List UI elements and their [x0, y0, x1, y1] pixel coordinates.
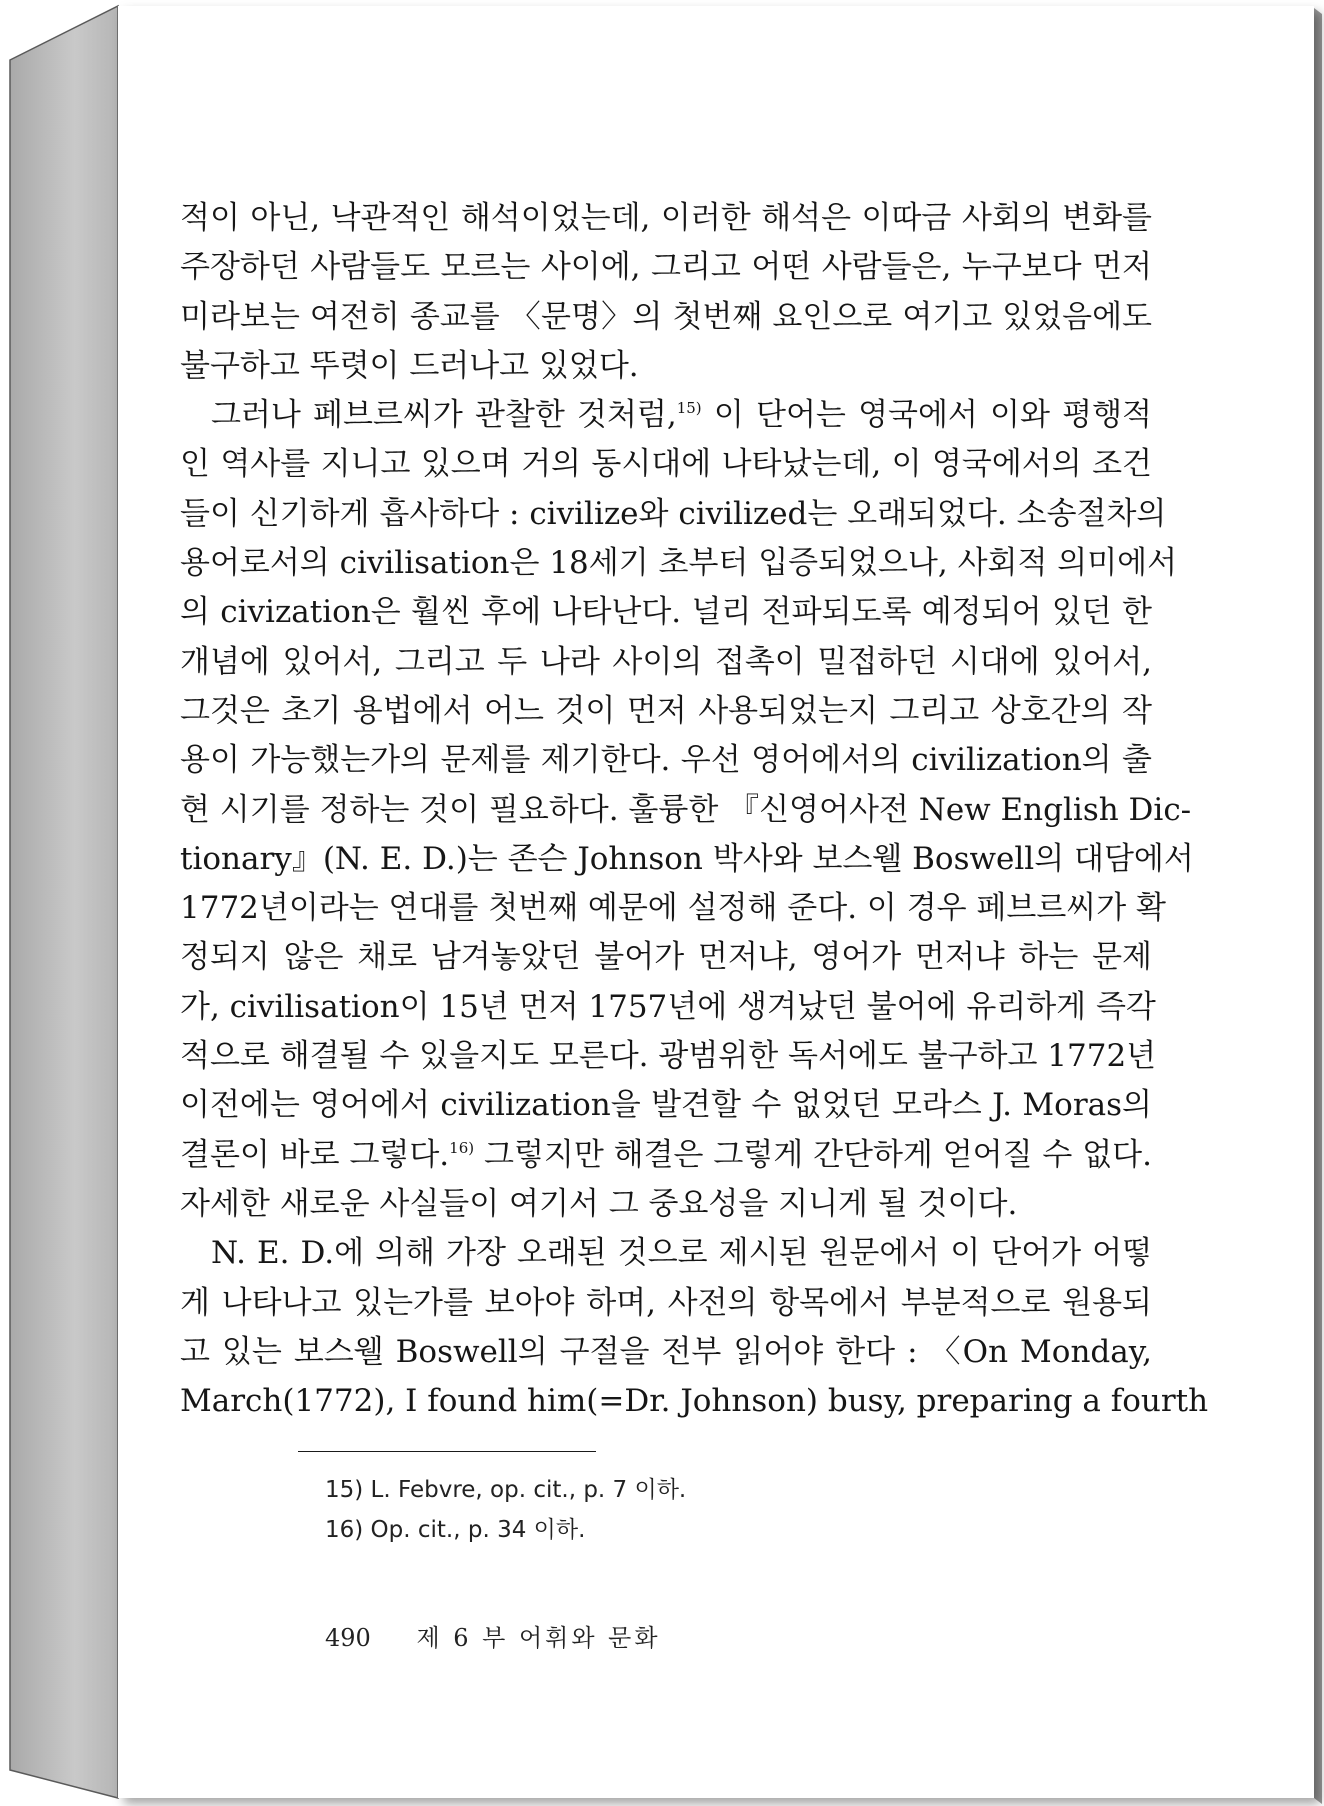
running-section-title: 제 6 부 어휘와 문화: [416, 1624, 661, 1652]
text-line: 자세한 새로운 사실들이 여기서 그 중요성을 지니게 될 것이다.: [180, 1185, 1018, 1222]
text-line: 가, civilisation이 15년 먼저 1757년에 생겨났던 불어에 유리하게 즉각: [180, 988, 1156, 1025]
footnote-15: 15) L. Febvre, op. cit., p. 7 이하.: [325, 1477, 687, 1503]
page-number: 490: [325, 1624, 371, 1652]
text-line: 게 나타나고 있는가를 보아야 하며, 사전의 항목에서 부분적으로 원용되: [180, 1284, 1152, 1321]
text-line: 현 시기를 정하는 것이 필요하다. 훌륭한 『신영어사전 New English Dic-: [180, 791, 1192, 828]
footnote-16: 16) Op. cit., p. 34 이하.: [325, 1517, 586, 1543]
footnote-separator: [298, 1451, 596, 1452]
text-line: 용어로서의 civilisation은 18세기 초부터 입증되었으나, 사회적 의미에서: [180, 545, 1178, 582]
text-line: 의 civization은 훨씬 후에 나타난다. 널리 전파되도록 예정되어 있던 한: [180, 594, 1152, 631]
text-line: tionary』(N. E. D.)는 존슨 Johnson 박사와 보스웰 Boswell의 대담에서: [180, 840, 1194, 877]
footnote-ref-15[interactable]: 15): [676, 399, 702, 418]
text-line: 적이 아닌, 낙관적인 해석이었는데, 이러한 해석은 이따금 사회의 변화를: [180, 200, 1152, 236]
text-line: N. E. D.에 의해 가장 오래된 것으로 제시된 원문에서 이 단어가 어떻: [211, 1235, 1152, 1272]
text-line: 개념에 있어서, 그리고 두 나라 사이의 접촉이 밀접하던 시대에 있어서,: [180, 643, 1152, 680]
text-line: 미라보는 여전히 종교를 〈문명〉의 첫번째 요인으로 여기고 있었음에도: [180, 298, 1152, 335]
text-line: 결론이 바로 그렇다.$^{16)}$ 그렇지만 해결은 그렇게 간단하게 얻어질 수 없다.: [180, 1136, 1152, 1173]
body-text: [180, 194, 1209, 1426]
text-line: 불구하고 뚜렷이 드러나고 있었다.: [180, 347, 639, 384]
text-line: 이전에는 영어에서 civilization을 발견할 수 없었던 모라스 J. Moras의: [180, 1087, 1152, 1124]
text-line: 그것은 초기 용법에서 어느 것이 먼저 사용되었는지 그리고 상호간의 작: [180, 692, 1152, 729]
text-line: 주장하던 사람들도 모르는 사이에, 그리고 어떤 사람들은, 누구보다 먼저: [180, 249, 1152, 286]
text-line: March(1772), I found him(=Dr. Johnson) busy, preparing a fourth: [180, 1383, 1209, 1420]
text-line: 인 역사를 지니고 있으며 거의 동시대에 나타났는데, 이 영국에서의 조건: [180, 446, 1152, 483]
text-line: 적으로 해결될 수 있을지도 모른다. 광범위한 독서에도 불구하고 1772년: [180, 1038, 1157, 1075]
text-line: 용이 가능했는가의 문제를 제기한다. 우선 영어에서의 civilization의 출: [180, 742, 1152, 779]
text-line: 1772년이라는 연대를 첫번째 예문에 설정해 준다. 이 경우 페브르씨가 확: [180, 890, 1166, 927]
text-line: 그러나 페브르씨가 관찰한 것처럼,$^{15)}$ 이 단어는 영국에서 이와 평행적: [211, 397, 1152, 434]
footnotes: [325, 1470, 686, 1550]
footnote-ref-16[interactable]: 16): [449, 1138, 475, 1157]
text-line: 고 있는 보스웰 Boswell의 구절을 전부 읽어야 한다 : 〈On Monday,: [180, 1333, 1152, 1370]
text-line: 들이 신기하게 흡사하다 : civilize와 civilized는 오래되었다. 소송절차의: [180, 495, 1167, 532]
text-line: 정되지 않은 채로 남겨놓았던 불어가 먼저냐, 영어가 먼저냐 하는 문제: [180, 939, 1152, 976]
page-footer: [325, 1618, 661, 1653]
